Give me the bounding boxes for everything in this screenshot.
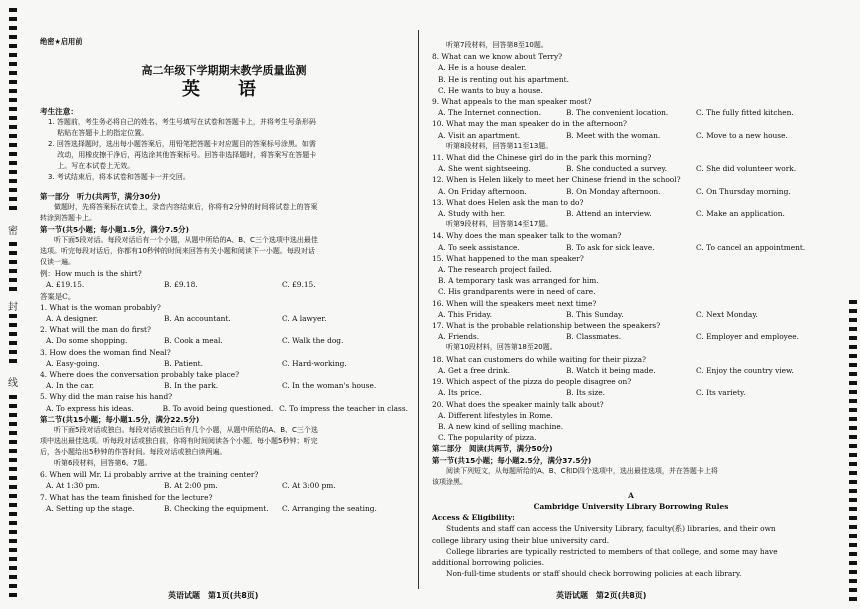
binding-dash [9, 539, 17, 543]
question: 7. What has the team finished for the lecture? [40, 492, 213, 502]
option: A. To express his ideas. [46, 403, 134, 413]
part2-title: 第二部分 阅读(共两节，满分50分) [432, 444, 553, 454]
edge-dash [849, 498, 857, 502]
edge-dash [849, 471, 857, 475]
binding-dash [9, 242, 17, 246]
binding-dash [9, 197, 17, 201]
edge-dash [849, 552, 857, 556]
part1-title: 第一部分 听力(共两节，满分30分) [40, 191, 161, 201]
binding-dash [9, 566, 17, 570]
binding-dash [9, 98, 17, 102]
options [40, 313, 408, 324]
option: C. Enjoy the country view. [696, 365, 794, 375]
binding-label: 密 [8, 226, 18, 237]
options [432, 208, 830, 219]
part1-intro [40, 202, 408, 224]
option: B. An accountant. [164, 314, 231, 324]
edge-dash [849, 390, 857, 394]
intro-line: 阅读下列短文，从每题所给的A、B、C和D四个选项中，选出最佳选项，并在答题卡上将 [446, 466, 718, 475]
question: 9. What appeals to the man speaker most? [432, 97, 592, 107]
option: B. This Sunday. [566, 309, 624, 319]
option: A. Friends. [438, 332, 480, 342]
passage-line: additional borrowing policies. [432, 557, 545, 567]
edge-dash [849, 561, 857, 565]
option: C. In the woman's house. [282, 381, 377, 391]
binding-dash [9, 449, 17, 453]
edge-dash [849, 417, 857, 421]
option: B. On Monday afternoon. [566, 186, 661, 196]
page-footer: 英语试题 第1页(共8页) [168, 591, 259, 600]
option: B. To avoid being questioned. [162, 403, 274, 413]
edge-dash [849, 426, 857, 430]
edge-dash [849, 597, 857, 601]
binding-dash [9, 278, 17, 282]
option: B. A new kind of selling machine. [438, 421, 564, 431]
binding-dash [9, 476, 17, 480]
question: 19. Which aspect of the pizza do people disagree on? [432, 377, 632, 387]
option: B. In the park. [164, 381, 219, 391]
options [432, 163, 830, 174]
notice-line: 上。写在本试卷上无效。 [48, 161, 135, 170]
options [40, 335, 408, 346]
binding-dash [9, 512, 17, 516]
binding-dash [9, 125, 17, 129]
binding-dash [9, 44, 17, 48]
binding-dash [9, 251, 17, 255]
intro-line: 选项。听完每段对话后，你都有10秒钟的时间来回答有关小题和阅读下一小题。每段对话 [40, 247, 315, 256]
question: 14. Why does the man speaker talk to the woman? [432, 231, 622, 241]
edge-dash [849, 570, 857, 574]
option: B. He is renting out his apartment. [438, 74, 569, 84]
option: A. Visit an apartment. [438, 130, 521, 140]
option: C. The popularity of pizza. [438, 433, 537, 443]
option: A. In the car. [46, 381, 95, 391]
question: 18. What can customers do while waiting for their pizza? [432, 354, 647, 364]
listen-instruction: 听第6段材料，回答第6、7题。 [54, 459, 152, 468]
binding-dash [9, 485, 17, 489]
option: A. Study with her. [438, 209, 506, 219]
binding-dash [9, 593, 17, 597]
option: A. Its price. [438, 388, 482, 398]
option: C. £9.15. [282, 280, 316, 290]
option: B. Classmates. [566, 332, 622, 342]
edge-dash [849, 525, 857, 529]
option: B. To ask for sick leave. [566, 242, 655, 252]
option: C. Its variety. [696, 388, 746, 398]
binding-dash [9, 323, 17, 327]
listen-instruction: 听第7段材料，回答第8至10题。 [446, 41, 548, 49]
option: C. At 3:00 pm. [282, 481, 336, 491]
intro-line: 项中选出最佳选项。听每段对话或独白前，你将有时间阅读各个小题，每小题5秒钟；听完 [40, 437, 318, 446]
edge-dash [849, 462, 857, 466]
binding-dash [9, 521, 17, 525]
question: 2. What will the man do first? [40, 325, 151, 335]
passage-body [432, 523, 830, 579]
binding-dash [9, 80, 17, 84]
options [40, 380, 408, 391]
binding-dash [9, 332, 17, 336]
option: A. Do some shopping. [46, 336, 128, 346]
edge-dash [849, 579, 857, 583]
binding-dash [9, 557, 17, 561]
option: B. She conducted a survey. [566, 164, 668, 174]
edge-dash [849, 381, 857, 385]
intro-line: 该项涂黑。 [432, 477, 467, 486]
binding-dash [9, 107, 17, 111]
question: 13. What does Helen ask the man to do? [432, 197, 584, 207]
passage-letter: A [628, 490, 634, 500]
listen-instruction: 听第9段材料，回答第14至17题。 [446, 220, 553, 229]
edge-dash [849, 534, 857, 538]
option: A. A designer. [46, 314, 98, 324]
options [432, 387, 830, 398]
question: 1. What is the woman probably? [40, 302, 161, 312]
binding-dash [9, 458, 17, 462]
part2-section1-title: 第一节(共15小题；每小题2.5分，满分37.5分) [432, 455, 592, 465]
binding-dash [9, 422, 17, 426]
binding-dash [9, 341, 17, 345]
page-2 [432, 40, 830, 581]
binding-dash [9, 161, 17, 165]
option: B. Watch it being made. [566, 365, 656, 375]
option: C. His grandparents were in need of care. [438, 287, 596, 297]
intro-line: 后，各小题给出5秒钟的作答时间。每段对话或独白读两遍。 [40, 448, 227, 457]
column-divider [418, 30, 419, 589]
edge-dash [849, 345, 857, 349]
options [432, 107, 830, 118]
passage-title: Cambridge University Library Borrowing Rules [533, 501, 729, 511]
binding-label: 封 [8, 302, 18, 313]
binding-dash [9, 503, 17, 507]
part2-intro [432, 466, 830, 488]
page-1 [40, 30, 408, 581]
question: 16. When will the speakers meet next time? [432, 298, 597, 308]
option: B. A temporary task was arranged for him. [438, 276, 599, 286]
notice-line: 改动，用橡皮擦干净后，再选涂其他答案标号。回答非选择题时，将答案写在答题卡 [48, 150, 317, 159]
option: B. The convenient location. [566, 108, 669, 118]
binding-dash [9, 143, 17, 147]
question: 15. What happened to the man speaker? [432, 253, 584, 263]
question: 20. What does the speaker mainly talk about? [432, 399, 604, 409]
binding-dash [9, 89, 17, 93]
option-stack [432, 62, 830, 96]
binding-dash [9, 413, 17, 417]
options [432, 130, 830, 141]
binding-dash [9, 575, 17, 579]
right-edge-marks [846, 0, 860, 609]
option: A. To seek assistance. [438, 242, 520, 252]
question: 11. What did the Chinese girl do in the park this morning? [432, 153, 652, 163]
edge-dash [849, 507, 857, 511]
options [432, 309, 830, 320]
intro-line: 仅读一遍。 [40, 258, 75, 267]
passage-line: college library using their blue university card. [432, 535, 610, 545]
binding-dash [9, 53, 17, 57]
question: 3. How does the woman find Neal? [40, 347, 171, 357]
option: B. At 2:00 pm. [164, 481, 218, 491]
edge-dash [849, 588, 857, 592]
edge-dash [849, 372, 857, 376]
option: A. On Friday afternoon. [438, 186, 527, 196]
option: B. Attend an interview. [566, 209, 652, 219]
question-group [432, 152, 830, 219]
edge-dash [849, 408, 857, 412]
listen-instruction: 听第8段材料，回答第11至13题。 [446, 141, 553, 150]
listen-instruction: 听第10段材料，回答第18至20题。 [446, 343, 557, 352]
edge-dash [849, 309, 857, 313]
options [432, 242, 830, 253]
binding-dash [9, 8, 17, 12]
option: B. Checking the equipment. [164, 503, 269, 513]
notice-line: 3. 考试结束后，将本试卷和答题卡一并交回。 [48, 172, 190, 181]
edge-dash [849, 435, 857, 439]
section2-intro [40, 425, 408, 458]
edge-dash [849, 327, 857, 331]
binding-dash [9, 404, 17, 408]
edge-dash [849, 453, 857, 457]
question-group [40, 302, 408, 414]
passage-line: Non-full-time students or staff should check borrowing policies at each library. [446, 569, 742, 579]
option: A. She went sightseeing. [438, 164, 531, 174]
question-group [432, 298, 830, 343]
binding-dash [9, 287, 17, 291]
option: C. On Thursday morning. [696, 186, 791, 196]
exam-title: 高二年级下学期期末教学质量监测 [141, 64, 307, 78]
option: A. At 1:30 pm. [46, 481, 100, 491]
option: C. Move to a new house. [696, 130, 788, 140]
edge-dash [849, 543, 857, 547]
binding-dash [9, 314, 17, 318]
binding-dash [9, 359, 17, 363]
example-question: 例：How much is the shirt? [40, 269, 142, 279]
binding-dash [9, 188, 17, 192]
intro-line: 听下面5段对话或独白。每段对话或独白后有几个小题，从题中所给的A、B、C三个选 [54, 426, 318, 435]
option-stack [432, 264, 830, 298]
option: C. To impress the teacher in class. [279, 403, 408, 413]
example-options [40, 279, 408, 290]
options [40, 503, 408, 514]
binding-dash [9, 170, 17, 174]
option: C. Employer and employee. [696, 332, 799, 342]
example-answer: 答案是C。 [40, 291, 76, 301]
option: B. Cook a meal. [164, 336, 223, 346]
options [40, 358, 408, 369]
question-group [432, 354, 830, 399]
binding-dash [9, 350, 17, 354]
binding-dash [9, 395, 17, 399]
option: C. Walk the dog. [282, 336, 344, 346]
option: A. He is a house dealer. [438, 63, 527, 73]
section1-title: 第一节(共5小题；每小题1.5分，满分7.5分) [40, 225, 189, 235]
question: 8. What can we know about Terry? [432, 52, 563, 62]
passage-line: Students and staff can access the University Library, faculty(系) libraries, and their own [446, 524, 776, 534]
option: C. He wants to buy a house. [438, 85, 543, 95]
option: C. The fully fitted kitchen. [696, 108, 794, 118]
subject-title: 英 语 [182, 79, 266, 101]
section2-title: 第二节(共15小题；每小题1.5分，满分22.5分) [40, 414, 200, 424]
option: B. £9.18. [164, 280, 198, 290]
edge-dash [849, 300, 857, 304]
question-group [40, 469, 408, 514]
edge-dash [849, 354, 857, 358]
edge-dash [849, 489, 857, 493]
option: C. Next Monday. [696, 309, 758, 319]
binding-dash [9, 530, 17, 534]
intro-line: 听下面5段对话。每段对话后有一个小题，从题中所给的A、B、C三个选项中选出最佳 [54, 236, 318, 245]
option: A. This Friday. [438, 309, 492, 319]
binding-label: 线 [8, 378, 18, 389]
passage-line: College libraries are typically restricted to members of that college, and some may have [446, 546, 778, 556]
question: 4. Where does the conversation probably take place? [40, 370, 240, 380]
binding-dash [9, 116, 17, 120]
edge-dash [849, 363, 857, 367]
passage-heading: Access & Eligibility: [432, 513, 515, 523]
options [40, 403, 408, 414]
binding-dash [9, 494, 17, 498]
binding-dash [9, 206, 17, 210]
binding-dash [9, 269, 17, 273]
binding-dash [9, 17, 17, 21]
option-stack [432, 410, 830, 444]
option: A. £19.15. [46, 280, 85, 290]
notice-line: 粘贴在答题卡上的指定位置。 [48, 128, 149, 137]
option: B. Patient. [164, 358, 203, 368]
binding-dash [9, 548, 17, 552]
edge-dash [849, 399, 857, 403]
options [432, 331, 830, 342]
option: B. Its size. [566, 388, 605, 398]
options [432, 365, 830, 376]
question-group [432, 96, 830, 141]
page-footer: 英语试题 第2页(共8页) [556, 591, 647, 600]
binding-dash [9, 467, 17, 471]
binding-dash [9, 134, 17, 138]
binding-dash [9, 440, 17, 444]
question: 10. What may the man speaker do in the afternoon? [432, 119, 627, 129]
binding-dash [9, 431, 17, 435]
binding-dash [9, 260, 17, 264]
binding-dash [9, 71, 17, 75]
intro-line: 做题时，先将答案标在试卷上，录音内容结束后，你将有2分钟的时间将试卷上的答案 [54, 203, 318, 212]
option: C. She did volunteer work. [696, 164, 797, 174]
option: C. Hard-working. [282, 358, 347, 368]
option: B. Meet with the woman. [566, 130, 661, 140]
binding-dash [9, 584, 17, 588]
option: A. Setting up the stage. [46, 503, 135, 513]
options [432, 186, 830, 197]
binding-dash [9, 35, 17, 39]
binding-dash [9, 62, 17, 66]
edge-dash [849, 336, 857, 340]
option: A. Get a free drink. [438, 365, 510, 375]
option: A. The Internet connection. [438, 108, 541, 118]
section1-intro [40, 235, 408, 268]
edge-dash [849, 516, 857, 520]
notice-line: 2. 回答选择题时，选出每小题答案后，用铅笔把答题卡对应题目的答案标号涂黑。如需 [48, 139, 316, 148]
edge-dash [849, 318, 857, 322]
option: C. Make an application. [696, 209, 785, 219]
question: 12. When is Helen likely to meet her Chinese friend in the school? [432, 175, 681, 185]
question: 17. What is the probable relationship between the speakers? [432, 321, 661, 331]
intro-line: 转涂到答题卡上。 [40, 214, 96, 223]
binding-dash [9, 179, 17, 183]
edge-dash [849, 444, 857, 448]
notice-line: 1. 答题前，考生务必将自己的姓名、考生号填写在试卷和答题卡上，并将考生号条形码 [48, 117, 316, 126]
option: C. To cancel an appointment. [696, 242, 806, 252]
option: C. A lawyer. [282, 314, 327, 324]
question: 5. Why did the man raise his hand? [40, 392, 173, 402]
binding-dash [9, 26, 17, 30]
option: A. Different lifestyles in Rome. [438, 410, 553, 420]
notice-title: 考生注意： [40, 106, 78, 116]
option: A. Easy-going. [46, 358, 100, 368]
option: A. The research project failed. [438, 265, 552, 275]
secret-tag: 绝密★启用前 [40, 37, 83, 46]
options [40, 480, 408, 491]
binding-dash [9, 152, 17, 156]
option: C. Arranging the seating. [282, 503, 377, 513]
question: 6. When will Mr. Li probably arrive at the training center? [40, 470, 259, 480]
edge-dash [849, 480, 857, 484]
notice-list [40, 117, 408, 183]
